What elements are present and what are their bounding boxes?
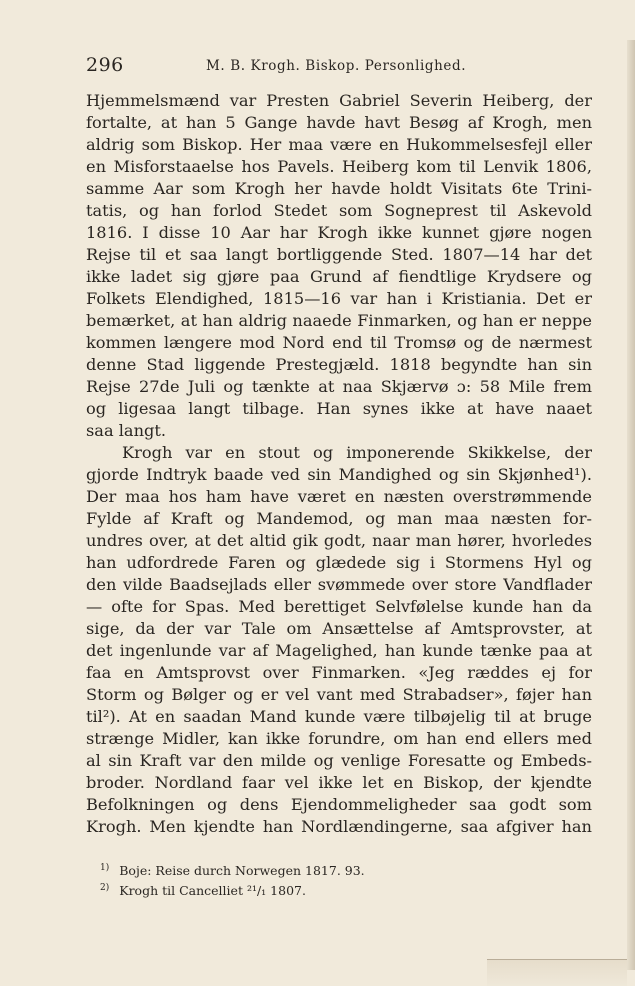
text-line: bemærket, at han aldrig naaede Finmarken, og han er neppe <box>86 311 592 330</box>
text-line: og ligesaa langt tilbage. Han synes ikke at have naaet <box>86 399 592 418</box>
text-line: tatis, og han forlod Stedet som Sogneprest til Askevold <box>86 201 592 220</box>
text-line: gjorde Indtryk baade ved sin Mandighed og sin Skjønhed¹). <box>86 465 592 484</box>
text-line: han udfordrede Faren og glædede sig i Stormens Hyl og <box>86 553 592 572</box>
footnote-1 <box>100 858 580 878</box>
text-line: kommen længere mod Nord end til Tromsø og de nærmest <box>86 333 592 352</box>
text-line: Folkets Elendighed, 1815—16 var han i Kristiania. Det er <box>86 289 592 308</box>
text-line: samme Aar som Krogh her havde holdt Visitats 6te Trini- <box>86 179 592 198</box>
body-text <box>86 90 592 838</box>
text-line: — ofte for Spas. Med berettiget Selvfølelse kunde han da <box>86 597 592 616</box>
text-line-paragraph-start: Krogh var en stout og imponerende Skikkelse, der <box>122 443 592 462</box>
footnotes <box>100 858 580 898</box>
text-line: Krogh. Men kjendte han Nordlændingerne, saa afgiver han <box>86 817 592 836</box>
footnote-mark: 2) <box>100 883 110 893</box>
text-line: den vilde Baadsejlads eller svømmede over store Vandflader <box>86 575 592 594</box>
text-line: Hjemmelsmænd var Presten Gabriel Severin Heiberg, der <box>86 91 592 110</box>
text-line: Befolkningen og dens Ejendommeligheder saa godt som <box>86 795 592 814</box>
text-line: denne Stad liggende Prestegjæld. 1818 begyndte han sin <box>86 355 592 374</box>
text-line: faa en Amtsprovst over Finmarken. «Jeg ræddes ej for <box>86 663 592 682</box>
text-line: Rejse 27de Juli og tænkte at naa Skjærvø ɔ: 58 Mile frem <box>86 377 592 396</box>
text-line: Der maa hos ham have været en næsten overstrømmende <box>86 487 592 506</box>
text-line-paragraph-end: saa langt. <box>86 421 167 440</box>
text-line: Storm og Bølger og er vel vant med Strabadser», føjer han <box>86 685 592 704</box>
running-head: M. B. Krogh. Biskop. Personlighed. <box>206 58 467 74</box>
footnote-mark: 1) <box>100 863 110 873</box>
text-line: aldrig som Biskop. Her maa være en Hukommelsesfejl eller <box>86 135 592 154</box>
text-line: undres over, at det altid gik godt, naar man hører, hvorledes <box>86 531 592 550</box>
text-line: 1816. I disse 10 Aar har Krogh ikke kunnet gjøre nogen <box>86 223 592 242</box>
footnote-text: Krogh til Cancelliet ²¹/₁ 1807. <box>119 883 306 899</box>
text-line: til²). At en saadan Mand kunde være tilbøjelig til at bruge <box>86 707 592 726</box>
text-line: Rejse til et saa langt bortliggende Sted. 1807—14 har det <box>86 245 592 264</box>
page-curl <box>487 959 627 986</box>
page-edge-shadow <box>627 40 635 970</box>
text-line: broder. Nordland faar vel ikke let en Biskop, der kjendte <box>86 773 592 792</box>
text-line: ikke ladet sig gjøre paa Grund af fiendtlige Krydsere og <box>86 267 592 286</box>
text-line: Fylde af Kraft og Mandemod, og man maa næsten for- <box>86 509 592 528</box>
text-line: al sin Kraft var den milde og venlige Foresatte og Embeds- <box>86 751 592 770</box>
footnote-text: Boje: Reise durch Norwegen 1817. 93. <box>119 863 365 879</box>
text-line: strænge Midler, kan ikke forundre, om han end ellers med <box>86 729 592 748</box>
footnote-2 <box>100 878 580 898</box>
text-line: det ingenlunde var af Magelighed, han kunde tænke paa at <box>86 641 592 660</box>
page-number: 296 <box>86 54 124 76</box>
text-line: en Misforstaaelse hos Pavels. Heiberg kom til Lenvik 1806, <box>86 157 592 176</box>
page-header <box>86 52 592 82</box>
text-line: sige, da der var Tale om Ansættelse af Amtsprovster, at <box>86 619 592 638</box>
text-line: fortalte, at han 5 Gange havde havt Besøg af Krogh, men <box>86 113 592 132</box>
